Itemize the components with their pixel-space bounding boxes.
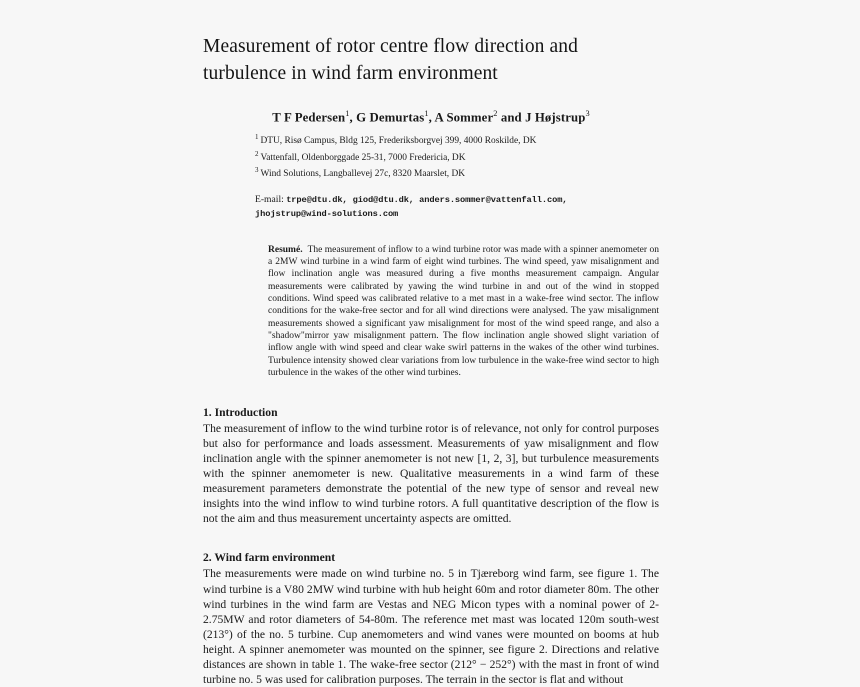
abstract bbox=[268, 244, 659, 379]
affiliation-text: Wind Solutions, Langballevej 27c, 8320 Maarslet, DK bbox=[260, 169, 466, 180]
abstract-text: The measurement of inflow to a wind turbine rotor was made with a spinner anemometer on a 2MW wind turbine in a wind farm of eight wind turbines. The wind speed, yaw misalignment and flow inclination angle was measured during a five months measurement campaign. Angular measurements were calibrated by yawing the wind turbine in and out of the wind in stopped conditions. Wind speed was calibrated relative to a met mast in a wake-free wind sector. The inflow conditions for the wake-free sector and for all wind directions were analysed. The yaw misalignment measurements showed a significant yaw misalignment for most of the wind speed range, and also a "shadow"mirror yaw misalignment pattern. The flow inclination angle showed slight variation of inflow angle with wind speed and clear wake swirl patterns in the wakes of the other wind turbines. Turbulence intensity showed clear variations from low turbulence in the wake-free wind sector to high turbulence in the wakes of the other wind turbines. bbox=[268, 244, 659, 378]
section-introduction bbox=[203, 405, 659, 526]
section-heading: 2. Wind farm environment bbox=[203, 551, 336, 565]
affiliation-item bbox=[255, 131, 659, 148]
affiliation-marker: 1 bbox=[255, 133, 259, 142]
affiliation-text: DTU, Risø Campus, Bldg 125, Frederiksborgvej 399, 4000 Roskilde, DK bbox=[260, 136, 537, 147]
affiliation-marker: 3 bbox=[255, 166, 259, 175]
affiliation-item bbox=[255, 148, 659, 165]
section-body: The measurements were made on wind turbine no. 5 in Tjæreborg wind farm, see figure 1. The wind turbine is a V80 2MW wind turbine with hub height 60m and rotor diameter 80m. The other wind turbines in the wind farm are Vestas and NEG Micon types with a nominal power of 2-2.75MW and rotor diameters of 54-80m. The reference met mast was located 120m south-west (213°) of the no. 5 turbine. Cup anemometers and wind vanes were mounted on booms at hub height. A spinner anemometer was mounted on the spinner, see figure 2. Directions and relative distances are shown in table 1. The wake-free sector (212° − 252°) with the mast in front of wind turbine no. 5 was used for calibration purposes. The terrain in the sector is flat and without bbox=[203, 567, 659, 686]
abstract-label: Resumé. bbox=[268, 244, 303, 255]
page-title bbox=[203, 33, 659, 87]
author-list: T F Pedersen$^1$, G Demurtas$^1$, A Sommer$^2$ and J Højstrup$^3$ bbox=[272, 109, 590, 125]
section-heading: 1. Introduction bbox=[203, 406, 278, 420]
email-block bbox=[203, 193, 659, 221]
text-column bbox=[203, 0, 659, 687]
email-label: E-mail: bbox=[255, 193, 284, 205]
section-body: The measurement of inflow to the wind turbine rotor is of relevance, not only for control purposes but also for performance and loads assessment. Measurements of yaw misalignment and flow inclination angle with the spinner anemometer is not new [1, 2, 3], but turbulence measurements with the spinner anemometer is new. Qualitative measurements in a wind farm of these measurement parameters demonstrate the potential of the new type of sensor and reveal new insights into the wind inflow to wind turbine rotors. A full quantitative description of the flow is not the aim and thus measurement uncertainty aspects are omitted. bbox=[203, 422, 659, 526]
affiliation-marker: 2 bbox=[255, 149, 259, 158]
affiliation-list bbox=[203, 131, 659, 181]
email-addresses-line-2[interactable]: jhojstrup@wind-solutions.com bbox=[255, 208, 399, 219]
title-line-1: Measurement of rotor centre flow direction and bbox=[203, 36, 578, 57]
affiliation-text: Vattenfall, Oldenborggade 25-31, 7000 Fredericia, DK bbox=[260, 152, 466, 163]
section-wind-farm-environment bbox=[203, 550, 659, 686]
affiliation-item bbox=[255, 164, 659, 181]
title-line-2: turbulence in wind farm environment bbox=[203, 63, 498, 84]
email-addresses-line-1[interactable]: trpe@dtu.dk, giod@dtu.dk, anders.sommer@vattenfall.com, bbox=[286, 194, 568, 205]
